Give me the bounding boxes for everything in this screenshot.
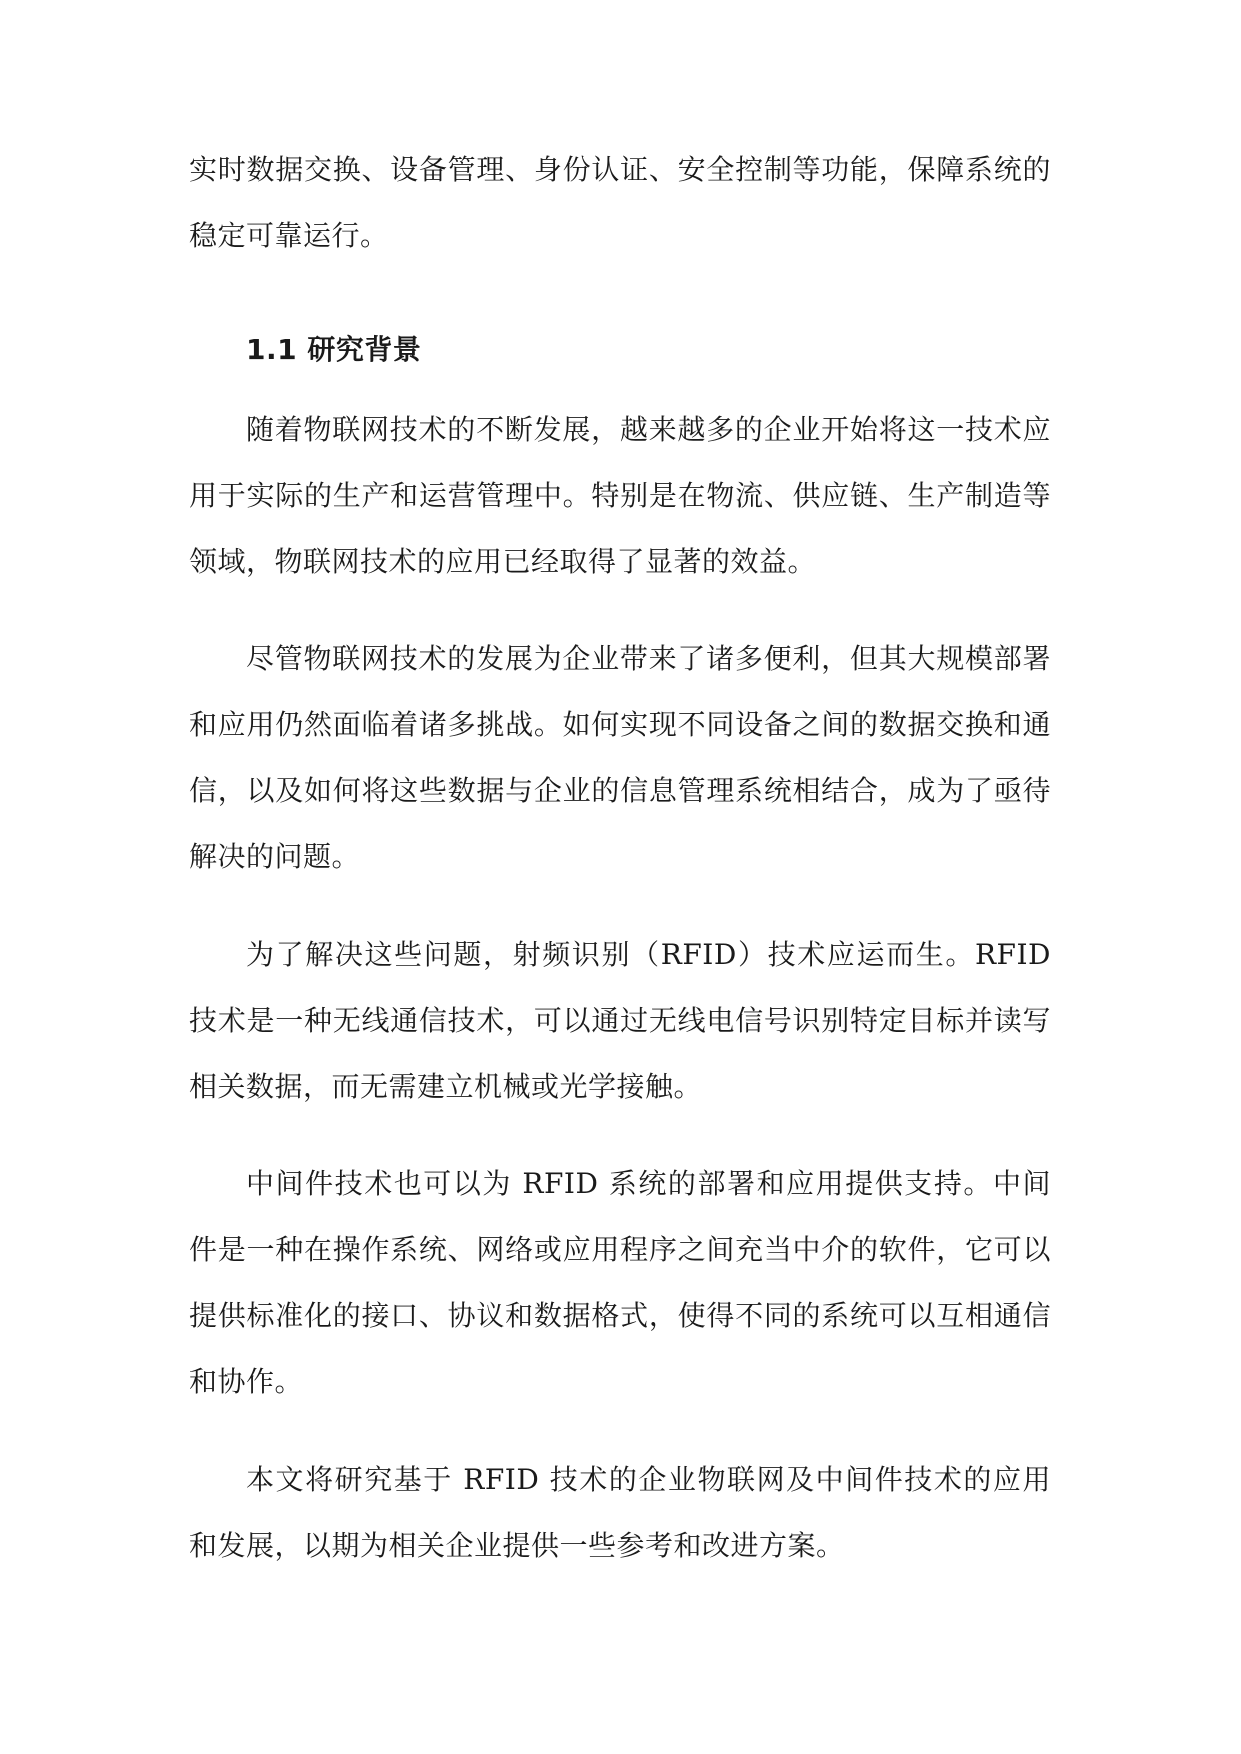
body-paragraph-3: 为了解决这些问题，射频识别（RFID）技术应运而生。RFID 技术是一种无线通信技术，可以通过无线电信号识别特定目标并读写相关数据，而无需建立机械或光学接触。 [189, 938, 1051, 1103]
section-heading: 1.1 研究背景 [246, 333, 422, 366]
body-paragraph-4: 中间件技术也可以为 RFID 系统的部署和应用提供支持。中间件是一种在操作系统、网络或应用程序之间充当中介的软件，它可以提供标准化的接口、协议和数据格式，使得不同的系统可以互相通信和协作。 [189, 1167, 1051, 1398]
body-paragraph-1: 随着物联网技术的不断发展，越来越多的企业开始将这一技术应用于实际的生产和运营管理中。特别是在物流、供应链、生产制造等领域，物联网技术的应用已经取得了显著的效益。 [189, 413, 1051, 578]
body-paragraph-2: 尽管物联网技术的发展为企业带来了诸多便利，但其大规模部署和应用仍然面临着诸多挑战。如何实现不同设备之间的数据交换和通信，以及如何将这些数据与企业的信息管理系统相结合，成为了亟待解决的问题。 [189, 642, 1051, 873]
intro-continuation-paragraph: 实时数据交换、设备管理、身份认证、安全控制等功能，保障系统的稳定可靠运行。 [189, 153, 1051, 252]
body-paragraph-5: 本文将研究基于 RFID 技术的企业物联网及中间件技术的应用和发展，以期为相关企业提供一些参考和改进方案。 [189, 1463, 1051, 1562]
